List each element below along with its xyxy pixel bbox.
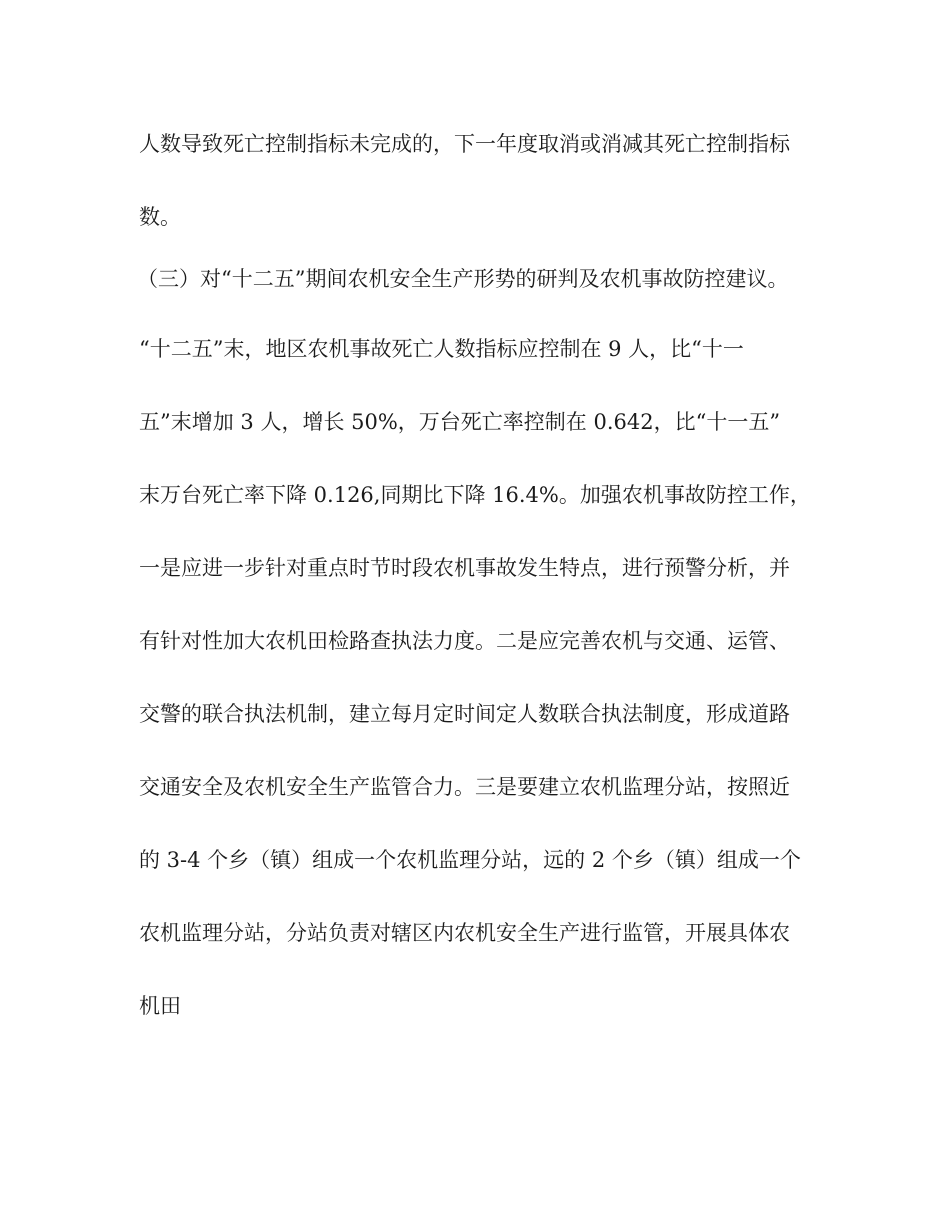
text-line-10: 交通安全及农机安全生产监管合力。三是要建立农机监理分站，按照近 (139, 775, 790, 799)
text-line-8: 有针对性加大农机田检路查执法力度。二是应完善农机与交通、运管、 (139, 629, 790, 653)
text-line-12: 农机监理分站，分站负责对辖区内农机安全生产进行监管，开展具体农 (139, 921, 790, 945)
text-line-6: 末万台死亡率下降 0.126,同期比下降 16.4%。加强农机事故防控工作， (139, 483, 811, 507)
text-line-9: 交警的联合执法机制，建立每月定时间定人数联合执法制度，形成道路 (139, 702, 790, 726)
text-line-11: 的 3-4 个乡（镇）组成一个农机监理分站，远的 2 个乡（镇）组成一个 (139, 848, 801, 872)
text-line-2: 数。 (139, 205, 181, 229)
section-heading: （三）对“十二五”期间农机安全生产形势的研判及农机事故防控建议。 (137, 267, 789, 291)
text-line-5: 五”末增加 3 人，增长 50%，万台死亡率控制在 0.642，比“十一五” (139, 410, 781, 434)
text-line-1: 人数导致死亡控制指标未完成的，下一年度取消或消减其死亡控制指标 (139, 132, 790, 156)
text-line-7: 一是应进一步针对重点时节时段农机事故发生特点，进行预警分析，并 (139, 556, 790, 580)
text-line-4: “十二五”末，地区农机事故死亡人数指标应控制在 9 人，比“十一 (139, 337, 744, 361)
text-line-13: 机田 (139, 994, 181, 1018)
